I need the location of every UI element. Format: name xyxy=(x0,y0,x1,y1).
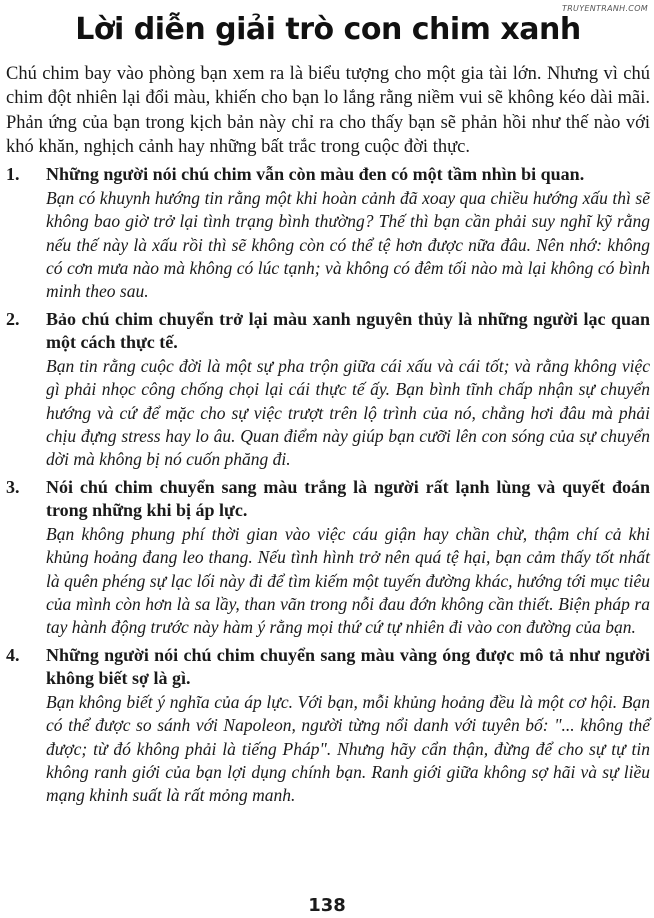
item-heading: Bảo chú chim chuyển trở lại màu xanh nguyên thủy là những người lạc quan một cách thực tế. xyxy=(46,308,650,353)
list-item-4 xyxy=(6,644,650,808)
list-item-3 xyxy=(6,476,650,640)
item-body: Bạn tin rằng cuộc đời là một sự pha trộn giữa cái xấu và cái tốt; và rằng không việc gì phải nhọc công chống chọi lại cái thực tế ấy. Bạn bình tĩnh chấp nhận sự chuyển hướng và cứ để mặc cho sự việc trượt trên lộ trình của nó, chẳng hơi đâu mà phải chịu đựng stress hay lo âu. Quan điểm này giúp bạn cưỡi lên con sóng của sự chuyển dời mà không bị nó cuốn phăng đi. xyxy=(46,355,650,470)
item-number: 3. xyxy=(6,476,20,497)
item-number: 4. xyxy=(6,644,20,665)
item-number: 1. xyxy=(6,164,20,185)
item-number: 2. xyxy=(6,308,20,329)
item-heading: Nói chú chim chuyển sang màu trắng là người rất lạnh lùng và quyết đoán trong những khi bị áp lực. xyxy=(46,476,650,521)
item-header xyxy=(6,163,650,187)
item-header xyxy=(6,644,650,691)
item-body: Bạn không biết ý nghĩa của áp lực. Với bạn, mỗi khủng hoảng đều là một cơ hội. Bạn có thể được so sánh với Napoleon, người từng nổi danh với tuyên bố: "... không thể được; từ đó không phải là tiếng Pháp". Nhưng hãy cẩn thận, đừng để cho sự tự tin không ranh giới của bạn lợi dụng chính bạn. Ranh giới giữa không sợ hãi và sự liều mạng khinh suất là rất mỏng manh. xyxy=(46,691,650,806)
list-item-2 xyxy=(6,308,650,472)
item-heading: Những người nói chú chim vẫn còn màu đen có một tầm nhìn bi quan. xyxy=(46,164,585,185)
page-number: 138 xyxy=(308,895,346,916)
item-header xyxy=(6,476,650,523)
watermark: TRUYENTRANH.COM xyxy=(562,4,648,13)
item-body: Bạn có khuynh hướng tin rằng một khi hoàn cảnh đã xoay qua chiều hướng xấu thì sẽ không bao giờ trở lại tình trạng bình thường? Thế thì bạn cần phải suy nghĩ kỹ rằng nếu thế này là xấu rồi thì sẽ không còn có thể tệ hơn được nữa đâu. Nên nhớ: không có cơn mưa nào mà không có lúc tạnh; và không có đêm tối nào mà lại không có bình minh theo sau. xyxy=(46,187,650,302)
item-header xyxy=(6,308,650,355)
item-heading: Những người nói chú chim chuyển sang màu vàng óng được mô tả như người không biết sợ là gì. xyxy=(46,644,650,689)
item-body: Bạn không phung phí thời gian vào việc cáu giận hay chần chừ, thậm chí cả khi khủng hoảng đang leo thang. Nếu tình hình trở nên quá tệ hại, bạn cảm thấy tốt nhất là quên phéng sự lạc lối này đi để tìm kiếm một tuyến đường khác, hướng tới mục tiêu của mình còn hơn là sa lầy, than vãn trong nỗi đau đớn không cần thiết. Biện pháp ra tay hành động trước này hàm ý rằng mọi thứ cứ tự nhiên đi vào con đường của bạn. xyxy=(46,523,650,638)
page-title: Lời diễn giải trò con chim xanh xyxy=(75,12,581,47)
list-item-1 xyxy=(6,163,650,304)
intro-paragraph: Chú chim bay vào phòng bạn xem ra là biểu tượng cho một gia tài lớn. Nhưng vì chú chim đột nhiên lại đổi màu, khiến cho bạn lo lắng rằng niềm vui sẽ không kéo dài mãi. Phản ứng của bạn trong kịch bản này chỉ ra cho thấy bạn sẽ phản hồi như thế nào với khó khăn, nghịch cảnh hay những bất trắc trong cuộc đời thực. xyxy=(6,64,650,157)
